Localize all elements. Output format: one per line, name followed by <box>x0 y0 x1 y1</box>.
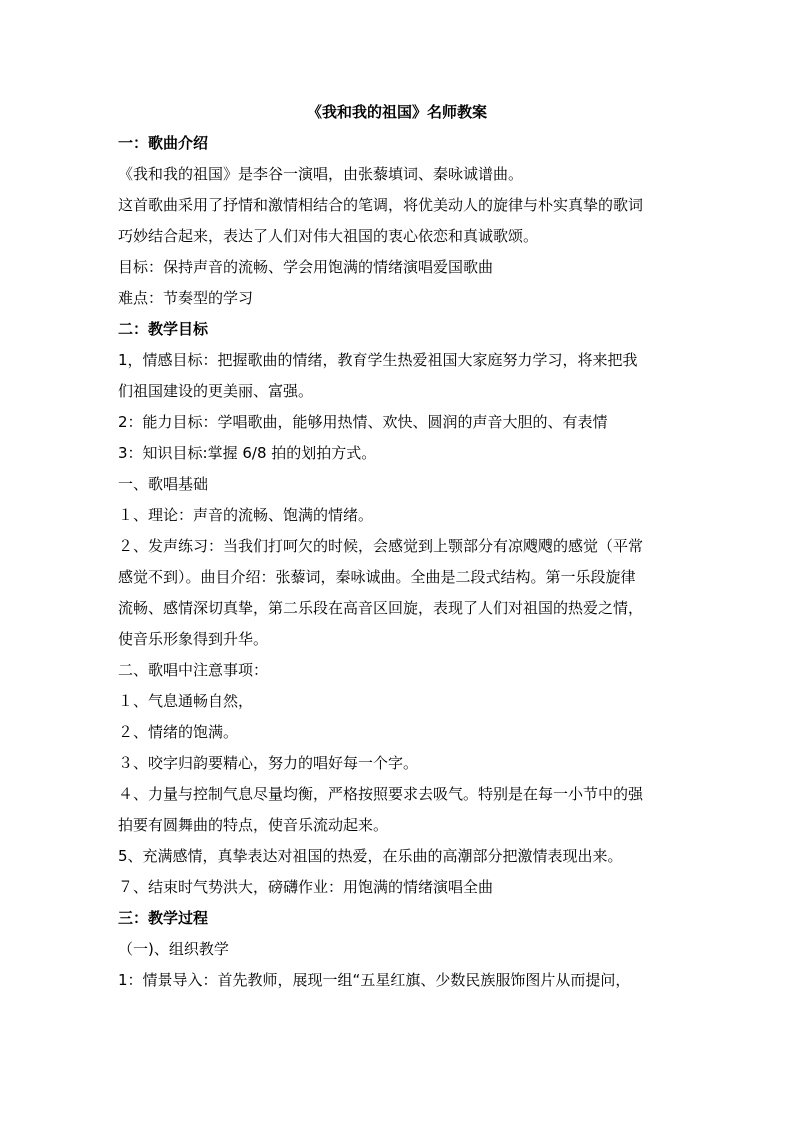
text-line: 2：能力目标：学唱歌曲，能够用热情、欢快、圆润的声音大胆的、有表情 <box>118 413 608 431</box>
text-line: ７、结束时气势洪大，磅礴作业：用饱满的情绪演唱全曲 <box>118 878 494 896</box>
text-line: 5、充满感情，真挚表达对祖国的热爱，在乐曲的高潮部分把激情表现出来。 <box>118 847 623 865</box>
section-heading: 二：教学目标 <box>118 320 209 338</box>
text-line: 拍要有圆舞曲的特点，使音乐流动起来。 <box>118 816 389 834</box>
text-line: 使音乐形象得到升华。 <box>118 630 269 648</box>
document-title: 《我和我的祖国》名师教案 <box>306 103 487 121</box>
text-line: 1，情感目标：把握歌曲的情绪，教育学生热爱祖国大家庭努力学习，将来把我 <box>118 351 638 369</box>
text-line: 难点：节奏型的学习 <box>118 289 254 307</box>
text-line: 巧妙结合起来，表达了人们对伟大祖国的衷心依恋和真诚歌颂。 <box>118 227 539 245</box>
text-line: ２、情绪的饱满。 <box>118 723 239 741</box>
section-heading: 三：教学过程 <box>118 909 209 927</box>
text-line: ３、咬字归韵要精心，努力的唱好每一个字。 <box>118 754 419 772</box>
text-line: 《我和我的祖国》是李谷一演唱，由张藜填词、秦咏诚谱曲。 <box>118 165 524 183</box>
text-line: ４、力量与控制气息尽量均衡，严格按照要求去吸气。特别是在每一小节中的强 <box>118 785 644 803</box>
text-line: 一、歌唱基础 <box>118 475 209 493</box>
text-line: 3：知识目标:掌握 6/8 拍的划拍方式。 <box>118 444 377 462</box>
text-line: 二、歌唱中注意事项： <box>118 661 269 679</box>
text-line: １、气息通畅自然， <box>118 692 254 710</box>
document-body <box>118 128 678 996</box>
text-line: 目标：保持声音的流畅、学会用饱满的情绪演唱爱国歌曲 <box>118 258 494 276</box>
text-line: 们祖国建设的更美丽、富强。 <box>118 382 314 400</box>
text-line: 1：情景导入：首先教师，展现一组“五星红旗、少数民族服饰图片从而提问， <box>118 971 631 989</box>
text-line: １、理论：声音的流畅、饱满的情绪。 <box>118 506 374 524</box>
text-line: ２、发声练习：当我们打呵欠的时候，会感觉到上颚部分有凉飕飕的感觉（平常 <box>118 537 644 555</box>
text-line: 流畅、感情深切真挚，第二乐段在高音区回旋，表现了人们对祖国的热爱之情， <box>118 599 644 617</box>
text-line: 这首歌曲采用了抒情和激情相结合的笔调，将优美动人的旋律与朴实真挚的歌词 <box>118 196 644 214</box>
text-line: 感觉不到）。曲目介绍：张藜词，秦咏诚曲。全曲是二段式结构。第一乐段旋律 <box>118 568 636 586</box>
section-heading: 一：歌曲介绍 <box>118 134 209 152</box>
text-line: （一)、组织教学 <box>118 940 229 958</box>
